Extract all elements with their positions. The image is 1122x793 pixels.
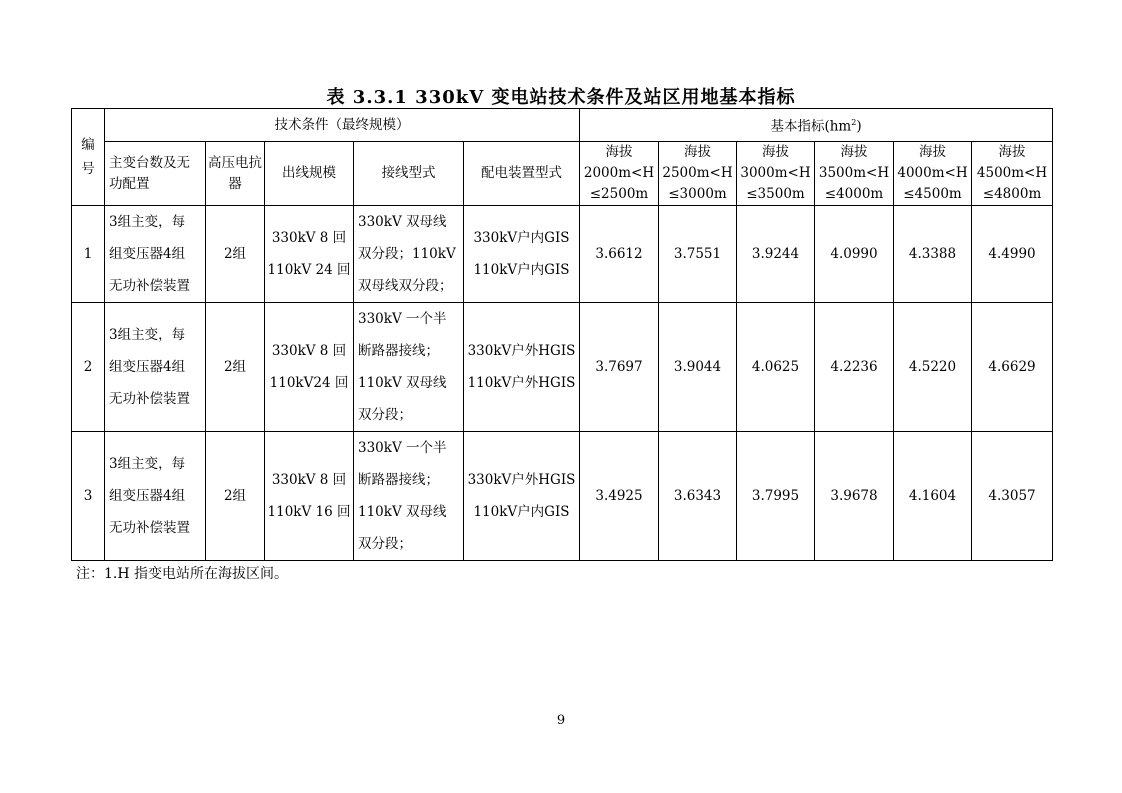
value-cell: 4.1604 [894, 432, 972, 561]
header-altitude-4: 海拔 3500m<H ≤4000m [815, 142, 894, 206]
device-cell: 330kV户内GIS 110kV户内GIS [464, 206, 580, 303]
header-altitude-1: 海拔 2000m<H ≤2500m [580, 142, 659, 206]
header-number [72, 109, 105, 206]
value-cell: 3.9678 [815, 432, 894, 561]
config-cell: 3组主变，每 组变压器4组 无功补偿装置 [105, 432, 206, 561]
outlet-cell: 330kV 8 回 110kV 16 回 [265, 432, 354, 561]
value-cell: 3.9044 [659, 303, 737, 432]
header-altitude-2: 海拔 2500m<H ≤3000m [659, 142, 737, 206]
value-cell: 3.9244 [737, 206, 815, 303]
outlet-cell: 330kV 8 回 110kV24 回 [265, 303, 354, 432]
reactor-cell: 2组 [206, 303, 265, 432]
wiring-cell: 330kV 双母线 双分段；110kV 双母线双分段； [354, 206, 464, 303]
header-altitude-5: 海拔 4000m<H ≤4500m [894, 142, 972, 206]
header-config: 主变台数及无功配置 [105, 142, 206, 206]
header-outlet: 出线规模 [265, 142, 354, 206]
value-cell: 4.5220 [894, 303, 972, 432]
table-row [72, 303, 1053, 432]
page-number: 9 [556, 713, 566, 728]
header-altitude-3: 海拔 3000m<H ≤3500m [737, 142, 815, 206]
value-cell: 4.4990 [972, 206, 1053, 303]
device-cell: 330kV户外HGIS 110kV户内GIS [464, 432, 580, 561]
indicator-table [71, 108, 1053, 561]
table-note: 注：1.H 指变电站所在海拔区间。 [76, 566, 289, 582]
row-number: 3 [72, 432, 105, 561]
value-cell: 3.4925 [580, 432, 659, 561]
table-title: 表 3.3.1 330kV 变电站技术条件及站区用地基本指标 [326, 87, 796, 108]
wiring-cell: 330kV 一个半 断路器接线； 110kV 双母线 双分段； [354, 303, 464, 432]
header-tech-conditions: 技术条件（最终规模） [105, 109, 580, 142]
header-reactor: 高压电抗器 [206, 142, 265, 206]
header-wiring: 接线型式 [354, 142, 464, 206]
header-basic-indicators: 基本指标$(hm^2)$ [580, 109, 1053, 142]
value-cell: 3.7995 [737, 432, 815, 561]
value-cell: 4.0625 [737, 303, 815, 432]
header-device: 配电装置型式 [464, 142, 580, 206]
device-cell: 330kV户外HGIS 110kV户外HGIS [464, 303, 580, 432]
value-cell: 4.3057 [972, 432, 1053, 561]
table-row [72, 432, 1053, 561]
table-row [72, 206, 1053, 303]
row-number: 2 [72, 303, 105, 432]
value-cell: 4.0990 [815, 206, 894, 303]
value-cell: 3.7551 [659, 206, 737, 303]
reactor-cell: 2组 [206, 432, 265, 561]
row-number: 1 [72, 206, 105, 303]
config-cell: 3组主变，每 组变压器4组 无功补偿装置 [105, 206, 206, 303]
header-number-text: 编号 [81, 137, 95, 177]
outlet-cell: 330kV 8 回 110kV 24 回 [265, 206, 354, 303]
value-cell: 4.3388 [894, 206, 972, 303]
value-cell: 3.7697 [580, 303, 659, 432]
reactor-cell: 2组 [206, 206, 265, 303]
value-cell: 4.2236 [815, 303, 894, 432]
wiring-cell: 330kV 一个半 断路器接线； 110kV 双母线 双分段； [354, 432, 464, 561]
value-cell: 3.6612 [580, 206, 659, 303]
header-altitude-6: 海拔 4500m<H ≤4800m [972, 142, 1053, 206]
value-cell: 4.6629 [972, 303, 1053, 432]
value-cell: 3.6343 [659, 432, 737, 561]
config-cell: 3组主变，每 组变压器4组 无功补偿装置 [105, 303, 206, 432]
